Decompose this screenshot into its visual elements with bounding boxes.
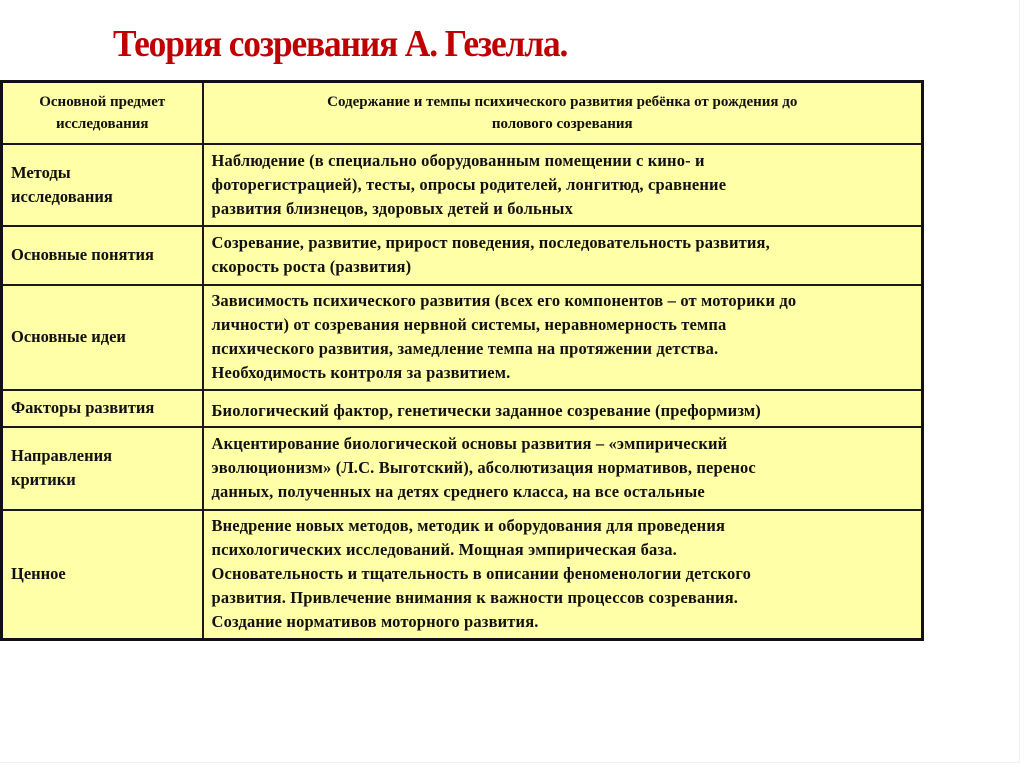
row-value-line: развития. Привлечение внимания к важности процессов созревания. [211,588,739,608]
row-value-line: Созревание, развитие, прирост поведения, последовательность развития, [211,233,770,252]
row-value-line: скорость роста (развития) [211,257,412,276]
row-value-line: личности) от созревания нервной системы, неравномерность темпа [211,315,727,334]
table-row-value [2,510,923,640]
row-value-line: Необходимость контроля за развитием. [211,363,511,382]
row-value-line: Создание нормативов моторного развития. [211,612,539,632]
table-row-critique [2,427,923,510]
row-label-line: Направления [11,446,113,465]
row-label-cell [2,510,203,640]
table-row-concepts [2,226,923,285]
row-label-cell [2,285,203,390]
row-value-cell [203,226,923,285]
row-value-line: эволюционизм» (Л.С. Выготский), абсолютизация нормативов, перенос [211,458,756,477]
row-value-line: психологических исследований. Мощная эмпирическая база. [211,540,677,560]
row-label-line: Основные идеи [11,327,126,346]
row-label-line: Факторы развития [11,398,155,417]
header-value-cell [203,82,923,144]
table-row-factors [2,390,923,427]
row-value-line: Основательность и тщательность в описании феноменологии детского [211,564,752,584]
row-label-cell [2,144,203,226]
row-value-line: развития близнецов, здоровых детей и больных [211,198,573,218]
table-row-ideas [2,285,923,390]
slide-title: Теория созревания А. Гезелла. [113,23,568,65]
row-label-line: Ценное [11,564,66,584]
table-row-methods [2,144,923,226]
row-value-line: фоторегистрацией), тесты, опросы родителей, лонгитюд, сравнение [211,174,727,194]
row-value-cell [203,144,923,226]
row-value-line: данных, полученных на детях среднего класса, на все остальные [211,482,705,501]
row-value-line: Биологический фактор, генетически заданное созревание (преформизм) [211,401,761,420]
row-label-line: Методы [11,162,71,182]
row-value-cell [203,427,923,510]
table-header-row [2,82,923,144]
row-value-cell [203,390,923,427]
header-value-line: полового созревания [491,115,633,132]
row-value-line: психического развития, замедление темпа на протяжении детства. [211,339,719,358]
header-value-line: Содержание и темпы психического развития ребёнка от рождения до [327,93,798,110]
header-label-cell [2,82,203,144]
row-label-line: исследования [11,186,113,206]
row-label-line: критики [11,470,76,489]
row-label-cell [2,226,203,285]
row-value-line: Внедрение новых методов, методик и оборудования для проведения [211,516,726,536]
row-value-line: Зависимость психического развития (всех его компонентов – от моторики до [211,291,797,310]
header-label-line: исследования [55,115,149,132]
row-value-cell [203,510,923,640]
gesell-theory-table [0,80,924,641]
row-label-line: Основные понятия [11,245,154,264]
header-label-line: Основной предмет [39,93,166,110]
row-label-cell [2,390,203,427]
row-value-line: Наблюдение (в специально оборудованным помещении с кино- и [211,150,705,170]
row-value-line: Акцентирование биологической основы развития – «эмпирический [211,434,728,453]
row-label-cell [2,427,203,510]
row-value-cell [203,285,923,390]
